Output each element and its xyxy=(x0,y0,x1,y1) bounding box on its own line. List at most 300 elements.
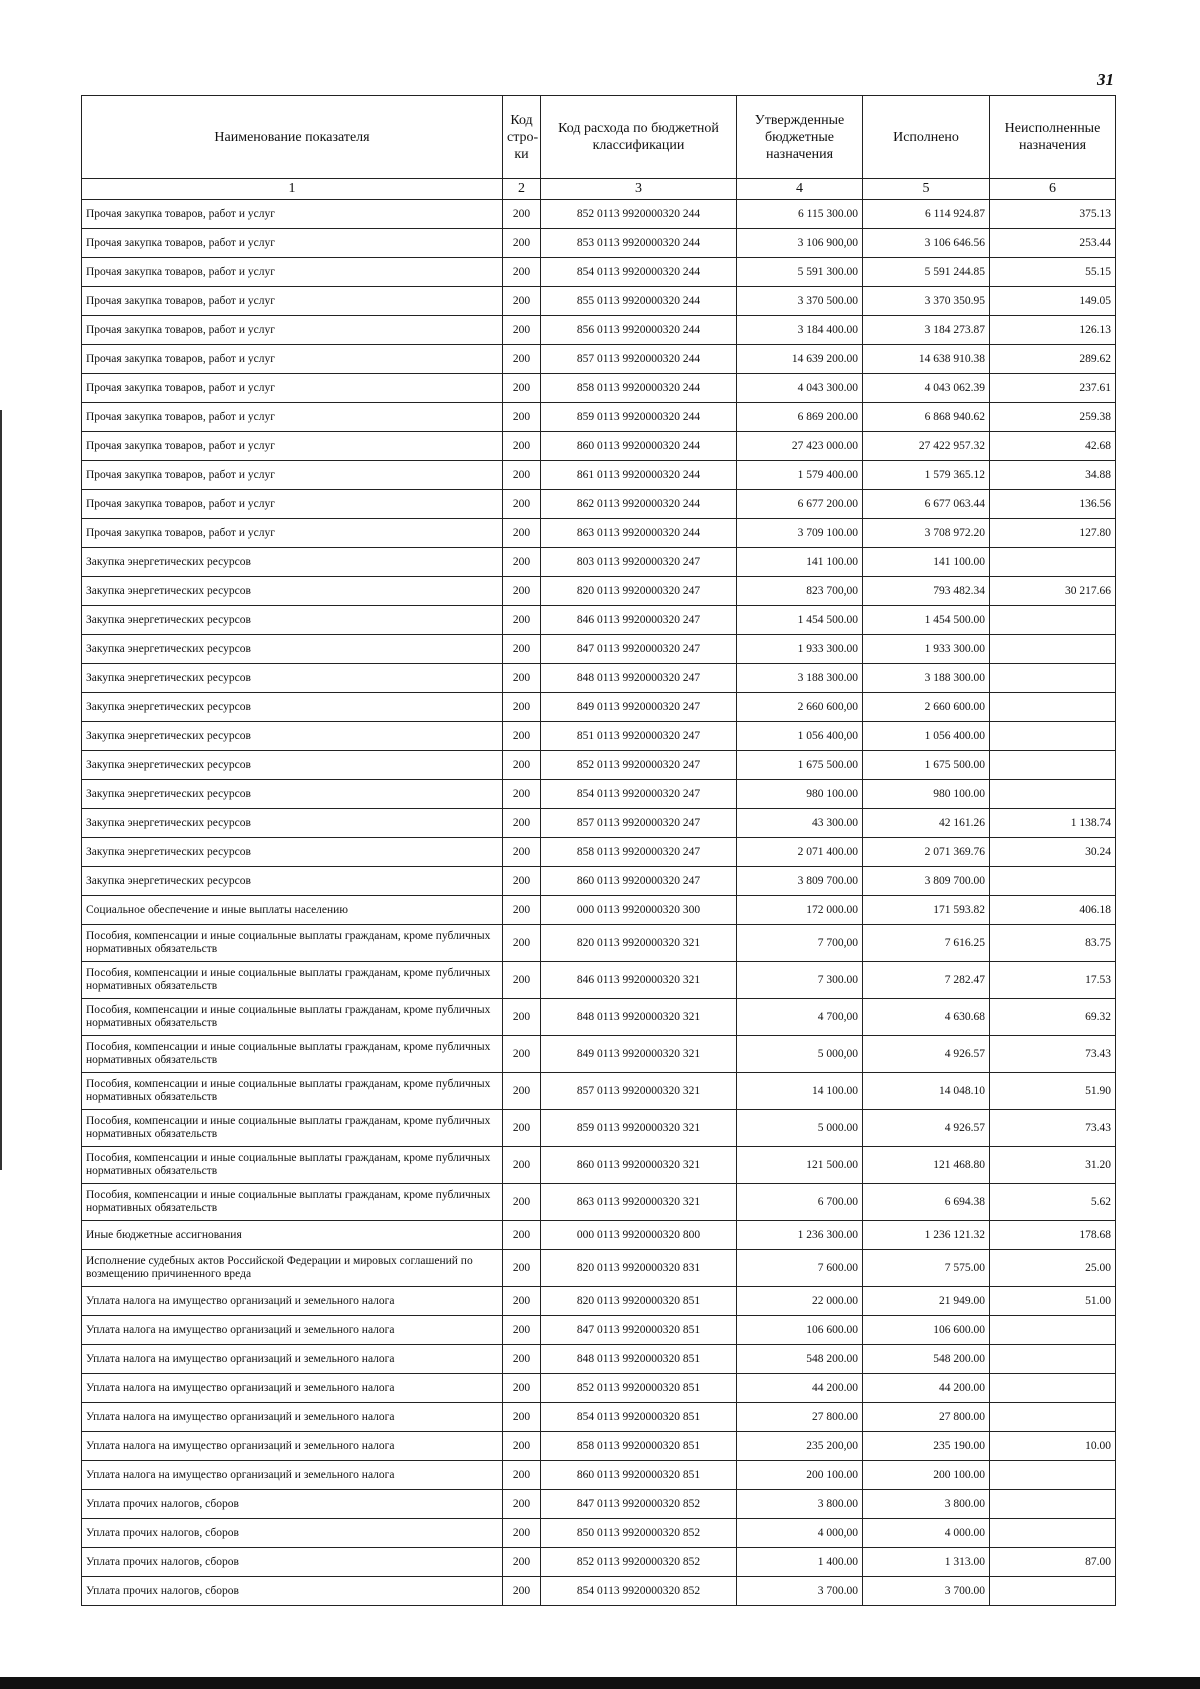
row-indicator-name: Уплата налога на имущество организаций и земельного налога xyxy=(82,1316,503,1345)
row-line-code: 200 xyxy=(503,577,541,606)
row-line-code: 200 xyxy=(503,693,541,722)
row-indicator-name: Пособия, компенсации и иные социальные выплаты гражданам, кроме публичных нормативных обязательств xyxy=(82,999,503,1036)
row-unexecuted xyxy=(990,1345,1116,1374)
row-approved: 6 115 300.00 xyxy=(737,200,863,229)
row-unexecuted: 136.56 xyxy=(990,490,1116,519)
row-indicator-name: Уплата налога на имущество организаций и земельного налога xyxy=(82,1403,503,1432)
row-budget-code: 847 0113 9920000320 852 xyxy=(541,1490,737,1519)
row-line-code: 200 xyxy=(503,345,541,374)
row-approved: 6 869 200.00 xyxy=(737,403,863,432)
row-executed: 21 949.00 xyxy=(863,1287,990,1316)
row-budget-code: 852 0113 9920000320 851 xyxy=(541,1374,737,1403)
table-row xyxy=(82,722,1116,751)
row-approved: 172 000.00 xyxy=(737,896,863,925)
table-row xyxy=(82,432,1116,461)
row-budget-code: 848 0113 9920000320 851 xyxy=(541,1345,737,1374)
row-approved: 43 300.00 xyxy=(737,809,863,838)
table-row xyxy=(82,999,1116,1036)
row-indicator-name: Прочая закупка товаров, работ и услуг xyxy=(82,345,503,374)
row-approved: 7 600.00 xyxy=(737,1250,863,1287)
row-unexecuted xyxy=(990,1461,1116,1490)
row-approved: 823 700,00 xyxy=(737,577,863,606)
row-executed: 44 200.00 xyxy=(863,1374,990,1403)
column-number: 5 xyxy=(863,179,990,200)
row-executed: 27 422 957.32 xyxy=(863,432,990,461)
row-indicator-name: Закупка энергетических ресурсов xyxy=(82,780,503,809)
row-indicator-name: Закупка энергетических ресурсов xyxy=(82,693,503,722)
row-executed: 548 200.00 xyxy=(863,1345,990,1374)
row-approved: 3 188 300.00 xyxy=(737,664,863,693)
row-approved: 3 709 100.00 xyxy=(737,519,863,548)
row-unexecuted: 17.53 xyxy=(990,962,1116,999)
row-indicator-name: Прочая закупка товаров, работ и услуг xyxy=(82,229,503,258)
table-row xyxy=(82,809,1116,838)
row-line-code: 200 xyxy=(503,1519,541,1548)
row-line-code: 200 xyxy=(503,490,541,519)
row-indicator-name: Закупка энергетических ресурсов xyxy=(82,867,503,896)
row-line-code: 200 xyxy=(503,258,541,287)
row-executed: 2 660 600.00 xyxy=(863,693,990,722)
row-approved: 3 700.00 xyxy=(737,1577,863,1606)
row-indicator-name: Пособия, компенсации и иные социальные выплаты гражданам, кроме публичных нормативных обязательств xyxy=(82,1110,503,1147)
row-approved: 980 100.00 xyxy=(737,780,863,809)
row-budget-code: 847 0113 9920000320 851 xyxy=(541,1316,737,1345)
row-indicator-name: Закупка энергетических ресурсов xyxy=(82,606,503,635)
row-executed: 3 370 350.95 xyxy=(863,287,990,316)
column-number: 1 xyxy=(82,179,503,200)
row-line-code: 200 xyxy=(503,1577,541,1606)
row-indicator-name: Закупка энергетических ресурсов xyxy=(82,664,503,693)
row-line-code: 200 xyxy=(503,925,541,962)
row-executed: 3 188 300.00 xyxy=(863,664,990,693)
row-unexecuted xyxy=(990,722,1116,751)
row-line-code: 200 xyxy=(503,809,541,838)
row-unexecuted: 237.61 xyxy=(990,374,1116,403)
table-row xyxy=(82,1432,1116,1461)
row-approved: 5 000.00 xyxy=(737,1110,863,1147)
header-indicator-name: Наименование показателя xyxy=(82,96,503,179)
table-row xyxy=(82,461,1116,490)
row-indicator-name: Закупка энергетических ресурсов xyxy=(82,838,503,867)
row-indicator-name: Уплата налога на имущество организаций и земельного налога xyxy=(82,1432,503,1461)
row-budget-code: 848 0113 9920000320 247 xyxy=(541,664,737,693)
row-unexecuted: 34.88 xyxy=(990,461,1116,490)
row-unexecuted xyxy=(990,635,1116,664)
row-approved: 14 639 200.00 xyxy=(737,345,863,374)
row-budget-code: 803 0113 9920000320 247 xyxy=(541,548,737,577)
row-line-code: 200 xyxy=(503,1036,541,1073)
table-row xyxy=(82,345,1116,374)
row-executed: 1 056 400.00 xyxy=(863,722,990,751)
row-approved: 6 700.00 xyxy=(737,1184,863,1221)
row-executed: 106 600.00 xyxy=(863,1316,990,1345)
table-row xyxy=(82,925,1116,962)
row-budget-code: 853 0113 9920000320 244 xyxy=(541,229,737,258)
row-budget-code: 000 0113 9920000320 300 xyxy=(541,896,737,925)
row-budget-code: 863 0113 9920000320 244 xyxy=(541,519,737,548)
table-row xyxy=(82,751,1116,780)
row-line-code: 200 xyxy=(503,1490,541,1519)
row-approved: 27 800.00 xyxy=(737,1403,863,1432)
row-unexecuted xyxy=(990,1374,1116,1403)
row-unexecuted xyxy=(990,1403,1116,1432)
table-row xyxy=(82,1147,1116,1184)
row-indicator-name: Прочая закупка товаров, работ и услуг xyxy=(82,461,503,490)
table-row xyxy=(82,1345,1116,1374)
row-approved: 27 423 000.00 xyxy=(737,432,863,461)
row-budget-code: 863 0113 9920000320 321 xyxy=(541,1184,737,1221)
row-executed: 793 482.34 xyxy=(863,577,990,606)
row-unexecuted: 1 138.74 xyxy=(990,809,1116,838)
row-budget-code: 857 0113 9920000320 247 xyxy=(541,809,737,838)
row-executed: 1 675 500.00 xyxy=(863,751,990,780)
row-indicator-name: Закупка энергетических ресурсов xyxy=(82,577,503,606)
row-budget-code: 857 0113 9920000320 321 xyxy=(541,1073,737,1110)
table-row xyxy=(82,258,1116,287)
row-indicator-name: Уплата прочих налогов, сборов xyxy=(82,1548,503,1577)
table-row xyxy=(82,1287,1116,1316)
row-approved: 22 000.00 xyxy=(737,1287,863,1316)
scan-edge-mark xyxy=(0,410,2,1170)
row-budget-code: 820 0113 9920000320 247 xyxy=(541,577,737,606)
row-budget-code: 859 0113 9920000320 244 xyxy=(541,403,737,432)
table-row xyxy=(82,1316,1116,1345)
row-line-code: 200 xyxy=(503,374,541,403)
row-line-code: 200 xyxy=(503,200,541,229)
row-executed: 42 161.26 xyxy=(863,809,990,838)
row-indicator-name: Пособия, компенсации и иные социальные выплаты гражданам, кроме публичных нормативных обязательств xyxy=(82,1147,503,1184)
row-executed: 235 190.00 xyxy=(863,1432,990,1461)
table-row xyxy=(82,780,1116,809)
row-approved: 4 000,00 xyxy=(737,1519,863,1548)
table-row xyxy=(82,606,1116,635)
row-budget-code: 861 0113 9920000320 244 xyxy=(541,461,737,490)
header-approved: Утвержденные бюджетные назначения xyxy=(737,96,863,179)
table-row xyxy=(82,1461,1116,1490)
table-row xyxy=(82,1490,1116,1519)
row-indicator-name: Иные бюджетные ассигнования xyxy=(82,1221,503,1250)
row-line-code: 200 xyxy=(503,548,541,577)
table-row xyxy=(82,200,1116,229)
row-indicator-name: Пособия, компенсации и иные социальные выплаты гражданам, кроме публичных нормативных обязательств xyxy=(82,925,503,962)
row-executed: 5 591 244.85 xyxy=(863,258,990,287)
row-budget-code: 847 0113 9920000320 247 xyxy=(541,635,737,664)
row-indicator-name: Прочая закупка товаров, работ и услуг xyxy=(82,490,503,519)
row-executed: 3 700.00 xyxy=(863,1577,990,1606)
row-executed: 6 677 063.44 xyxy=(863,490,990,519)
row-indicator-name: Пособия, компенсации и иные социальные выплаты гражданам, кроме публичных нормативных обязательств xyxy=(82,1184,503,1221)
row-budget-code: 000 0113 9920000320 800 xyxy=(541,1221,737,1250)
row-executed: 121 468.80 xyxy=(863,1147,990,1184)
row-line-code: 200 xyxy=(503,1110,541,1147)
column-number: 2 xyxy=(503,179,541,200)
row-unexecuted xyxy=(990,867,1116,896)
row-budget-code: 820 0113 9920000320 831 xyxy=(541,1250,737,1287)
row-executed: 7 616.25 xyxy=(863,925,990,962)
row-line-code: 200 xyxy=(503,1316,541,1345)
row-unexecuted: 51.90 xyxy=(990,1073,1116,1110)
row-executed: 4 926.57 xyxy=(863,1110,990,1147)
row-executed: 4 000.00 xyxy=(863,1519,990,1548)
row-line-code: 200 xyxy=(503,519,541,548)
row-unexecuted: 126.13 xyxy=(990,316,1116,345)
row-budget-code: 850 0113 9920000320 852 xyxy=(541,1519,737,1548)
row-budget-code: 862 0113 9920000320 244 xyxy=(541,490,737,519)
row-executed: 2 071 369.76 xyxy=(863,838,990,867)
row-indicator-name: Социальное обеспечение и иные выплаты населению xyxy=(82,896,503,925)
row-indicator-name: Прочая закупка товаров, работ и услуг xyxy=(82,258,503,287)
table-row xyxy=(82,1036,1116,1073)
row-executed: 1 236 121.32 xyxy=(863,1221,990,1250)
row-indicator-name: Прочая закупка товаров, работ и услуг xyxy=(82,287,503,316)
row-line-code: 200 xyxy=(503,1461,541,1490)
row-unexecuted xyxy=(990,1577,1116,1606)
row-unexecuted xyxy=(990,1490,1116,1519)
row-approved: 5 591 300.00 xyxy=(737,258,863,287)
row-unexecuted: 149.05 xyxy=(990,287,1116,316)
row-line-code: 200 xyxy=(503,287,541,316)
table-row xyxy=(82,1548,1116,1577)
row-line-code: 200 xyxy=(503,1432,541,1461)
row-approved: 3 370 500.00 xyxy=(737,287,863,316)
row-line-code: 200 xyxy=(503,999,541,1036)
row-indicator-name: Уплата налога на имущество организаций и земельного налога xyxy=(82,1374,503,1403)
row-line-code: 200 xyxy=(503,1403,541,1432)
row-approved: 2 071 400.00 xyxy=(737,838,863,867)
row-line-code: 200 xyxy=(503,316,541,345)
table-row xyxy=(82,1221,1116,1250)
column-number-row xyxy=(82,179,1116,200)
table-row xyxy=(82,316,1116,345)
row-approved: 7 300.00 xyxy=(737,962,863,999)
row-budget-code: 849 0113 9920000320 247 xyxy=(541,693,737,722)
row-executed: 1 933 300.00 xyxy=(863,635,990,664)
row-budget-code: 846 0113 9920000320 321 xyxy=(541,962,737,999)
row-budget-code: 859 0113 9920000320 321 xyxy=(541,1110,737,1147)
row-line-code: 200 xyxy=(503,229,541,258)
row-approved: 3 800.00 xyxy=(737,1490,863,1519)
row-unexecuted: 42.68 xyxy=(990,432,1116,461)
row-line-code: 200 xyxy=(503,664,541,693)
table-row xyxy=(82,896,1116,925)
row-unexecuted: 30 217.66 xyxy=(990,577,1116,606)
row-budget-code: 852 0113 9920000320 244 xyxy=(541,200,737,229)
row-executed: 14 048.10 xyxy=(863,1073,990,1110)
row-budget-code: 854 0113 9920000320 244 xyxy=(541,258,737,287)
row-executed: 6 868 940.62 xyxy=(863,403,990,432)
row-approved: 4 700,00 xyxy=(737,999,863,1036)
table-row xyxy=(82,867,1116,896)
row-executed: 200 100.00 xyxy=(863,1461,990,1490)
row-budget-code: 858 0113 9920000320 851 xyxy=(541,1432,737,1461)
row-unexecuted: 30.24 xyxy=(990,838,1116,867)
row-budget-code: 852 0113 9920000320 852 xyxy=(541,1548,737,1577)
row-approved: 1 454 500.00 xyxy=(737,606,863,635)
row-indicator-name: Закупка энергетических ресурсов xyxy=(82,722,503,751)
table-row xyxy=(82,1250,1116,1287)
row-indicator-name: Исполнение судебных актов Российской Федерации и мировых соглашений по возмещению причиненного вреда xyxy=(82,1250,503,1287)
row-line-code: 200 xyxy=(503,1374,541,1403)
row-unexecuted: 73.43 xyxy=(990,1110,1116,1147)
row-line-code: 200 xyxy=(503,1548,541,1577)
row-executed: 7 282.47 xyxy=(863,962,990,999)
row-line-code: 200 xyxy=(503,1221,541,1250)
header-budget-code: Код расхода по бюджетной классификации xyxy=(541,96,737,179)
row-unexecuted xyxy=(990,751,1116,780)
row-approved: 44 200.00 xyxy=(737,1374,863,1403)
row-budget-code: 851 0113 9920000320 247 xyxy=(541,722,737,751)
row-approved: 1 236 300.00 xyxy=(737,1221,863,1250)
row-indicator-name: Уплата налога на имущество организаций и земельного налога xyxy=(82,1461,503,1490)
row-executed: 4 043 062.39 xyxy=(863,374,990,403)
row-line-code: 200 xyxy=(503,962,541,999)
row-executed: 7 575.00 xyxy=(863,1250,990,1287)
budget-execution-table xyxy=(81,95,1116,1606)
row-approved: 5 000,00 xyxy=(737,1036,863,1073)
row-line-code: 200 xyxy=(503,432,541,461)
header-line-code: Код стро-ки xyxy=(503,96,541,179)
row-indicator-name: Уплата прочих налогов, сборов xyxy=(82,1577,503,1606)
row-executed: 171 593.82 xyxy=(863,896,990,925)
row-approved: 121 500.00 xyxy=(737,1147,863,1184)
row-budget-code: 860 0113 9920000320 851 xyxy=(541,1461,737,1490)
row-line-code: 200 xyxy=(503,780,541,809)
row-unexecuted: 289.62 xyxy=(990,345,1116,374)
row-line-code: 200 xyxy=(503,1147,541,1184)
header-unexecuted: Неисполненные назначения xyxy=(990,96,1116,179)
row-budget-code: 820 0113 9920000320 321 xyxy=(541,925,737,962)
row-line-code: 200 xyxy=(503,461,541,490)
row-executed: 4 630.68 xyxy=(863,999,990,1036)
table-row xyxy=(82,577,1116,606)
row-indicator-name: Пособия, компенсации и иные социальные выплаты гражданам, кроме публичных нормативных обязательств xyxy=(82,1036,503,1073)
row-indicator-name: Закупка энергетических ресурсов xyxy=(82,548,503,577)
row-unexecuted: 253.44 xyxy=(990,229,1116,258)
row-line-code: 200 xyxy=(503,867,541,896)
row-line-code: 200 xyxy=(503,896,541,925)
row-line-code: 200 xyxy=(503,1250,541,1287)
row-unexecuted xyxy=(990,780,1116,809)
row-unexecuted: 87.00 xyxy=(990,1548,1116,1577)
table-row xyxy=(82,962,1116,999)
row-unexecuted xyxy=(990,664,1116,693)
row-executed: 3 809 700.00 xyxy=(863,867,990,896)
row-budget-code: 860 0113 9920000320 247 xyxy=(541,867,737,896)
row-approved: 6 677 200.00 xyxy=(737,490,863,519)
table-row xyxy=(82,1073,1116,1110)
row-indicator-name: Закупка энергетических ресурсов xyxy=(82,751,503,780)
row-line-code: 200 xyxy=(503,1073,541,1110)
row-unexecuted xyxy=(990,548,1116,577)
row-line-code: 200 xyxy=(503,751,541,780)
table-row xyxy=(82,1110,1116,1147)
row-executed: 1 579 365.12 xyxy=(863,461,990,490)
row-executed: 14 638 910.38 xyxy=(863,345,990,374)
row-budget-code: 858 0113 9920000320 247 xyxy=(541,838,737,867)
table-row xyxy=(82,1403,1116,1432)
row-approved: 1 056 400,00 xyxy=(737,722,863,751)
row-indicator-name: Пособия, компенсации и иные социальные выплаты гражданам, кроме публичных нормативных обязательств xyxy=(82,962,503,999)
row-budget-code: 852 0113 9920000320 247 xyxy=(541,751,737,780)
row-indicator-name: Пособия, компенсации и иные социальные выплаты гражданам, кроме публичных нормативных обязательств xyxy=(82,1073,503,1110)
row-approved: 106 600.00 xyxy=(737,1316,863,1345)
table-header-row xyxy=(82,96,1116,179)
row-budget-code: 846 0113 9920000320 247 xyxy=(541,606,737,635)
row-budget-code: 856 0113 9920000320 244 xyxy=(541,316,737,345)
row-line-code: 200 xyxy=(503,722,541,751)
header-executed: Исполнено xyxy=(863,96,990,179)
row-indicator-name: Прочая закупка товаров, работ и услуг xyxy=(82,374,503,403)
row-unexecuted xyxy=(990,1519,1116,1548)
row-budget-code: 854 0113 9920000320 851 xyxy=(541,1403,737,1432)
row-executed: 6 114 924.87 xyxy=(863,200,990,229)
row-line-code: 200 xyxy=(503,1287,541,1316)
row-executed: 3 708 972.20 xyxy=(863,519,990,548)
row-indicator-name: Уплата налога на имущество организаций и земельного налога xyxy=(82,1345,503,1374)
row-line-code: 200 xyxy=(503,838,541,867)
row-executed: 4 926.57 xyxy=(863,1036,990,1073)
column-number: 3 xyxy=(541,179,737,200)
row-budget-code: 858 0113 9920000320 244 xyxy=(541,374,737,403)
scan-bottom-bar xyxy=(0,1677,1200,1689)
row-indicator-name: Прочая закупка товаров, работ и услуг xyxy=(82,316,503,345)
row-line-code: 200 xyxy=(503,1184,541,1221)
table-row xyxy=(82,374,1116,403)
table-body xyxy=(82,200,1116,1606)
row-indicator-name: Закупка энергетических ресурсов xyxy=(82,809,503,838)
row-indicator-name: Уплата прочих налогов, сборов xyxy=(82,1519,503,1548)
row-unexecuted: 127.80 xyxy=(990,519,1116,548)
table-row xyxy=(82,548,1116,577)
row-approved: 14 100.00 xyxy=(737,1073,863,1110)
row-approved: 4 043 300.00 xyxy=(737,374,863,403)
row-unexecuted: 55.15 xyxy=(990,258,1116,287)
row-unexecuted xyxy=(990,606,1116,635)
column-number: 6 xyxy=(990,179,1116,200)
row-unexecuted: 259.38 xyxy=(990,403,1116,432)
row-line-code: 200 xyxy=(503,635,541,664)
table-row xyxy=(82,1519,1116,1548)
row-executed: 27 800.00 xyxy=(863,1403,990,1432)
row-approved: 1 933 300.00 xyxy=(737,635,863,664)
row-approved: 141 100.00 xyxy=(737,548,863,577)
row-executed: 980 100.00 xyxy=(863,780,990,809)
table-row xyxy=(82,287,1116,316)
row-approved: 200 100.00 xyxy=(737,1461,863,1490)
row-unexecuted: 25.00 xyxy=(990,1250,1116,1287)
row-approved: 3 809 700.00 xyxy=(737,867,863,896)
row-executed: 1 313.00 xyxy=(863,1548,990,1577)
row-budget-code: 857 0113 9920000320 244 xyxy=(541,345,737,374)
row-executed: 6 694.38 xyxy=(863,1184,990,1221)
row-approved: 548 200.00 xyxy=(737,1345,863,1374)
column-number: 4 xyxy=(737,179,863,200)
row-approved: 2 660 600,00 xyxy=(737,693,863,722)
table-row xyxy=(82,1577,1116,1606)
row-budget-code: 848 0113 9920000320 321 xyxy=(541,999,737,1036)
table-row xyxy=(82,1374,1116,1403)
row-indicator-name: Прочая закупка товаров, работ и услуг xyxy=(82,200,503,229)
table-row xyxy=(82,635,1116,664)
row-indicator-name: Уплата налога на имущество организаций и земельного налога xyxy=(82,1287,503,1316)
row-executed: 1 454 500.00 xyxy=(863,606,990,635)
row-budget-code: 860 0113 9920000320 321 xyxy=(541,1147,737,1184)
row-budget-code: 860 0113 9920000320 244 xyxy=(541,432,737,461)
row-unexecuted: 31.20 xyxy=(990,1147,1116,1184)
table-row xyxy=(82,519,1116,548)
table-row xyxy=(82,1184,1116,1221)
row-budget-code: 854 0113 9920000320 852 xyxy=(541,1577,737,1606)
